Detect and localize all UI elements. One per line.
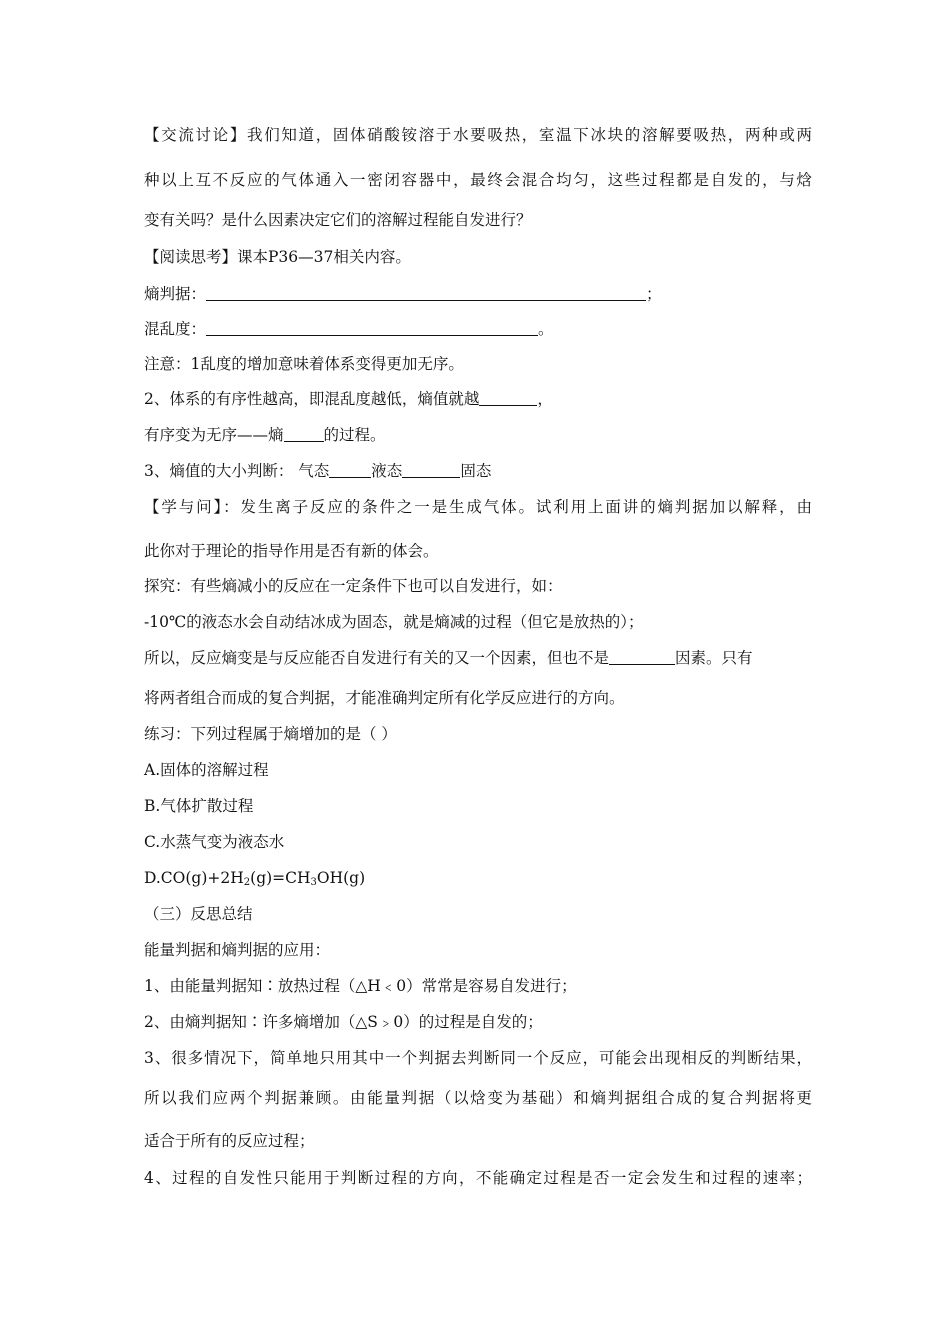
conclusion-line-1 bbox=[144, 648, 753, 668]
note-2-end: ， bbox=[537, 390, 553, 408]
summary-item-2: 2、由熵判据知∶许多熵增加（△S﹥0）的过程是自发的； bbox=[144, 1013, 543, 1031]
note-3-text: 3、熵值的大小判断： 气态 bbox=[144, 462, 330, 480]
explore-line-2: -10℃的液态水会自动结冰成为固态，就是熵减的过程（但它是放热的）； bbox=[144, 613, 644, 631]
exercise-option-d[interactable] bbox=[144, 868, 365, 888]
disorder-line bbox=[144, 319, 554, 339]
entropy-criterion-blank[interactable] bbox=[206, 285, 646, 301]
summary-item-3-line-3: 适合于所有的反应过程； bbox=[144, 1132, 315, 1150]
learn-line-1: 【学与问】：发生离子反应的条件之一是生成气体。试利用上面讲的熵判据加以解释，由 bbox=[144, 498, 812, 516]
summary-heading: （三）反思总结 bbox=[144, 905, 253, 923]
summary-item-3-line-1: 3、很多情况下，简单地只用其中一个判据去判断同一个反应，可能会出现相反的判断结果， bbox=[144, 1049, 812, 1067]
option-d-subscript-1: 2 bbox=[243, 877, 251, 888]
note-3-blank-2[interactable] bbox=[402, 462, 460, 478]
discussion-line-3: 变有关吗？是什么因素决定它们的溶解过程能自发进行？ bbox=[144, 211, 532, 229]
entropy-criterion-end: ； bbox=[646, 285, 662, 303]
entropy-criterion-label: 熵判据： bbox=[144, 285, 207, 303]
option-d-part-3: OH(g) bbox=[316, 869, 366, 887]
option-d-subscript-2: 3 bbox=[310, 877, 317, 888]
conclusion-line-2: 将两者组合而成的复合判据，才能准确判定所有化学反应进行的方向。 bbox=[144, 689, 625, 707]
conclusion-end: 因素。只有 bbox=[675, 649, 753, 667]
note-2 bbox=[144, 389, 553, 409]
disorder-blank[interactable] bbox=[206, 320, 538, 336]
disorder-end: 。 bbox=[538, 320, 554, 338]
note-2-text: 2、体系的有序性越高，即混乱度越低，熵值就越 bbox=[144, 390, 480, 408]
note-3-end: 固态 bbox=[460, 462, 492, 480]
option-d-part-2: (g)=CH bbox=[250, 869, 311, 887]
discussion-line-1: 【交流讨论】我们知道，固体硝酸铵溶于水要吸热，室温下冰块的溶解要吸热，两种或两 bbox=[144, 126, 812, 144]
option-d-part-1: D.CO(g)+2H bbox=[144, 869, 244, 887]
explore-line-1: 探究：有些熵减小的反应在一定条件下也可以自发进行，如： bbox=[144, 577, 563, 595]
note-2b bbox=[144, 425, 386, 445]
conclusion-text: 所以，反应熵变是与反应能否自发进行有关的又一个因素，但也不是 bbox=[144, 649, 610, 667]
disorder-label: 混乱度： bbox=[144, 320, 207, 338]
exercise-option-a[interactable]: A.固体的溶解过程 bbox=[144, 761, 269, 779]
discussion-line-2: 种以上互不反应的气体通入一密闭容器中，最终会混合均匀，这些过程都是自发的，与焓 bbox=[144, 171, 812, 189]
note-1: 注意：1乱度的增加意味着体系变得更加无序。 bbox=[144, 355, 464, 373]
note-2b-end: 的过程。 bbox=[323, 426, 386, 444]
note-2-blank[interactable] bbox=[479, 390, 537, 406]
summary-item-1: 1、由能量判据知∶放热过程（△H﹤0）常常是容易自发进行； bbox=[144, 977, 577, 995]
note-3 bbox=[144, 461, 491, 481]
reading-prompt: 【阅读思考】课本P36—37相关内容。 bbox=[144, 248, 411, 266]
summary-item-3-line-2: 所以我们应两个判据兼顾。由能量判据（以焓变为基础）和熵判据组合成的复合判据将更 bbox=[144, 1089, 812, 1107]
summary-item-4: 4、过程的自发性只能用于判断过程的方向，不能确定过程是否一定会发生和过程的速率； bbox=[144, 1169, 812, 1187]
note-2b-blank[interactable] bbox=[284, 426, 324, 442]
entropy-criterion-line bbox=[144, 284, 662, 304]
exercise-option-c[interactable]: C.水蒸气变为液态水 bbox=[144, 833, 285, 851]
exercise-option-b[interactable]: B.气体扩散过程 bbox=[144, 797, 254, 815]
conclusion-blank[interactable] bbox=[609, 649, 675, 665]
note-3-blank-1[interactable] bbox=[329, 462, 371, 478]
exercise-question: 练习：下列过程属于熵增加的是（ ） bbox=[144, 725, 397, 743]
summary-intro: 能量判据和熵判据的应用： bbox=[144, 941, 331, 959]
note-2b-text: 有序变为无序——熵 bbox=[144, 426, 284, 444]
note-3-mid: 液态 bbox=[371, 462, 403, 480]
learn-line-2: 此你对于理论的指导作用是否有新的体会。 bbox=[144, 542, 439, 560]
